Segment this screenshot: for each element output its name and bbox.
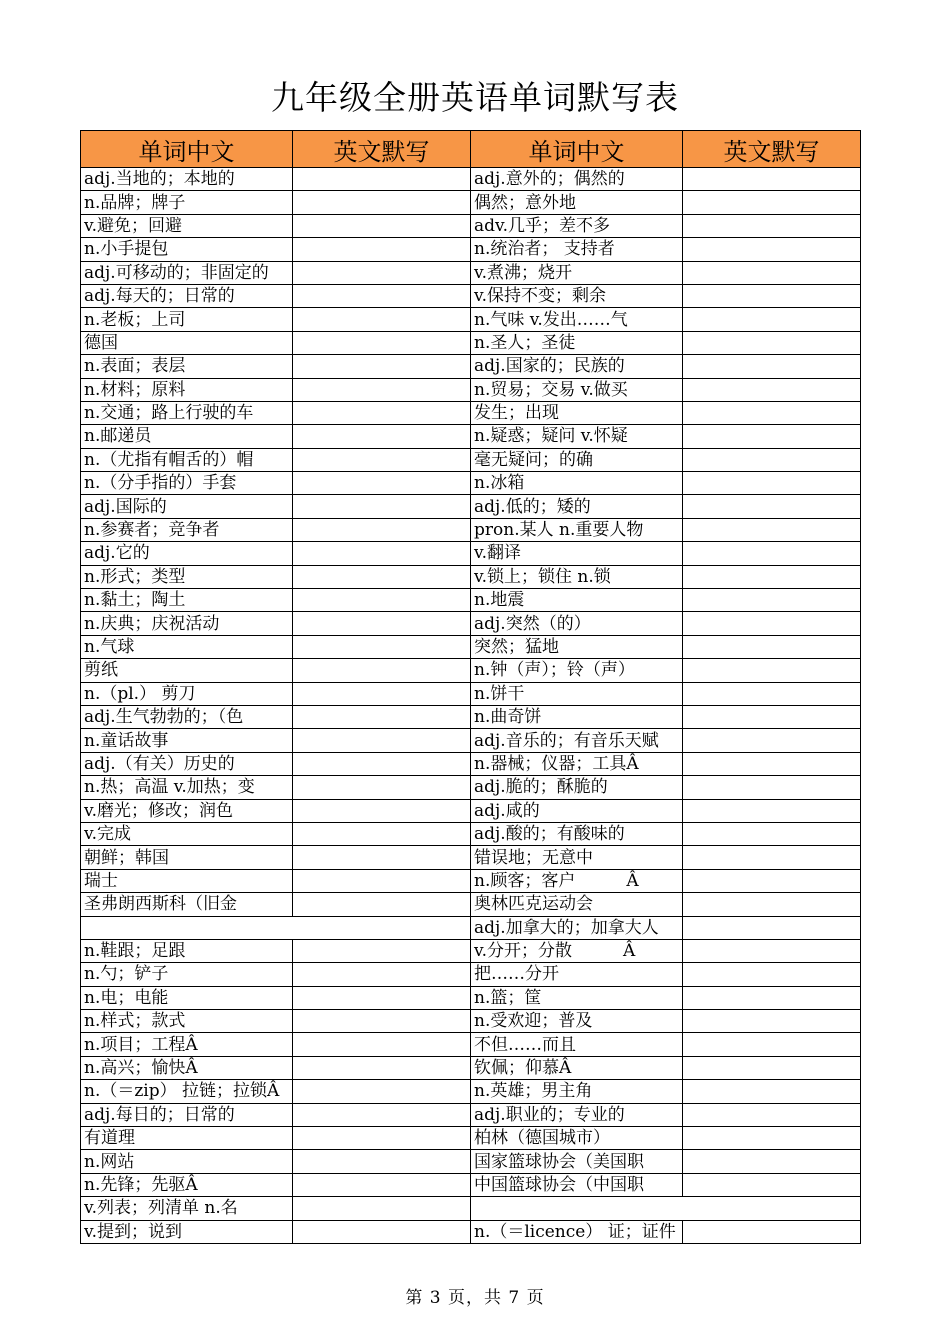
page-footer: 第 3 页，共 7 页 — [405, 1288, 545, 1308]
table-row — [81, 214, 861, 237]
english-answer-cell-right[interactable] — [683, 425, 861, 448]
chinese-term-left: n.样式；款式 — [81, 1010, 293, 1033]
english-answer-cell-right[interactable] — [683, 963, 861, 986]
english-answer-cell-left[interactable] — [293, 1127, 471, 1150]
chinese-term-right: n.冰箱 — [471, 472, 683, 495]
english-answer-cell-right[interactable] — [683, 284, 861, 307]
english-answer-cell-right[interactable] — [683, 869, 861, 892]
chinese-term-left: 朝鲜；韩国 — [81, 846, 293, 869]
chinese-term-right: n.（＝licence） 证；证件 — [471, 1220, 683, 1243]
chinese-term-left: n.交通；路上行驶的车 — [81, 401, 293, 424]
english-answer-cell-left[interactable] — [293, 635, 471, 658]
table-row — [81, 542, 861, 565]
chinese-term-right: n.钟（声）；铃（声） — [471, 659, 683, 682]
english-answer-cell-left[interactable] — [293, 705, 471, 728]
english-answer-cell-left[interactable] — [293, 963, 471, 986]
header-chinese-left: 单词中文 — [81, 131, 293, 168]
english-answer-cell-right[interactable] — [683, 1103, 861, 1126]
chinese-term-left: n.童话故事 — [81, 729, 293, 752]
table-row — [81, 1197, 861, 1220]
chinese-term-right: v.分开；分散 Â — [471, 939, 683, 962]
chinese-term-left: v.提到；说到 — [81, 1220, 293, 1243]
table-row — [81, 238, 861, 261]
english-answer-cell-left[interactable] — [293, 776, 471, 799]
table-header-row — [81, 131, 861, 168]
english-answer-cell-left[interactable] — [293, 893, 471, 916]
english-answer-cell-left[interactable] — [293, 542, 471, 565]
table-row — [81, 191, 861, 214]
chinese-term-left: n.热；高温 v.加热；变 — [81, 776, 293, 799]
table-row — [81, 355, 861, 378]
chinese-term-left: n.表面；表层 — [81, 355, 293, 378]
chinese-term-left: n.参赛者；竞争者 — [81, 518, 293, 541]
english-answer-cell-right[interactable] — [683, 308, 861, 331]
chinese-term-left: v.完成 — [81, 822, 293, 845]
english-answer-cell-right[interactable] — [683, 1056, 861, 1079]
table-row — [81, 308, 861, 331]
english-answer-cell-right[interactable] — [683, 612, 861, 635]
english-answer-cell-left[interactable] — [293, 191, 471, 214]
table-row — [81, 1010, 861, 1033]
english-answer-cell-right[interactable] — [683, 939, 861, 962]
table-row — [81, 635, 861, 658]
english-answer-cell-left[interactable] — [293, 752, 471, 775]
chinese-term-left: n.（pl.） 剪刀 — [81, 682, 293, 705]
table-row — [81, 776, 861, 799]
chinese-term-left: adj.每日的；日常的 — [81, 1103, 293, 1126]
chinese-term-right: adj.脆的；酥脆的 — [471, 776, 683, 799]
table-row — [81, 261, 861, 284]
chinese-term-left: n.（＝zip） 拉链；拉锁Â — [81, 1080, 293, 1103]
chinese-term-right: 国家篮球协会（美国职 — [471, 1150, 683, 1173]
chinese-term-right: v.煮沸；烧开 — [471, 261, 683, 284]
english-answer-cell-right[interactable] — [683, 986, 861, 1009]
chinese-term-left: n.（分手指的）手套 — [81, 472, 293, 495]
english-answer-cell-left[interactable] — [293, 846, 471, 869]
header-chinese-right: 单词中文 — [471, 131, 683, 168]
table-row — [81, 378, 861, 401]
chinese-term-left: v.磨光；修改；润色 — [81, 799, 293, 822]
table-row — [81, 518, 861, 541]
english-answer-cell-left[interactable] — [293, 355, 471, 378]
chinese-term-right: 把……分开 — [471, 963, 683, 986]
chinese-term-left: n.先锋；先驱Â — [81, 1173, 293, 1196]
chinese-term-left: n.勺；铲子 — [81, 963, 293, 986]
chinese-term-left: adj.生气勃勃的；（色 — [81, 705, 293, 728]
chinese-term-left: n.老板；上司 — [81, 308, 293, 331]
table-row — [81, 822, 861, 845]
chinese-term-left: adj.每天的；日常的 — [81, 284, 293, 307]
chinese-term-right: adj.低的；矮的 — [471, 495, 683, 518]
table-row — [81, 916, 861, 939]
english-answer-cell-left[interactable] — [293, 168, 471, 191]
table-row — [81, 939, 861, 962]
chinese-term-right: adj.突然（的） — [471, 612, 683, 635]
chinese-term-left: 剪纸 — [81, 659, 293, 682]
chinese-term-right: n.贸易；交易 v.做买 — [471, 378, 683, 401]
chinese-term-left: v.列表；列清单 n.名 — [81, 1197, 293, 1220]
english-answer-cell-left[interactable] — [293, 214, 471, 237]
table-row — [81, 448, 861, 471]
chinese-term-right: adj.加拿大的；加拿大人 — [471, 916, 683, 939]
chinese-term-right: 奥林匹克运动会 — [471, 893, 683, 916]
table-row — [81, 1220, 861, 1243]
english-answer-cell-right[interactable] — [683, 1010, 861, 1033]
table-row — [81, 1173, 861, 1196]
english-answer-cell-right[interactable] — [683, 1127, 861, 1150]
english-answer-cell-right[interactable] — [683, 214, 861, 237]
table-row — [81, 1033, 861, 1056]
english-answer-cell-right[interactable] — [683, 472, 861, 495]
english-answer-cell-left[interactable] — [293, 565, 471, 588]
chinese-term-right: n.英雄；男主角 — [471, 1080, 683, 1103]
english-answer-cell-left[interactable] — [293, 238, 471, 261]
chinese-term-left: 圣弗朗西斯科（旧金 — [81, 893, 293, 916]
chinese-term-right: adj.国家的；民族的 — [471, 355, 683, 378]
chinese-term-right: 中国篮球协会（中国职 — [471, 1173, 683, 1196]
english-answer-cell-right[interactable] — [683, 916, 861, 939]
table-row — [81, 1080, 861, 1103]
english-answer-cell-left[interactable] — [293, 1010, 471, 1033]
english-answer-cell-left[interactable] — [293, 378, 471, 401]
chinese-term-left: adj.它的 — [81, 542, 293, 565]
chinese-term-right: n.饼干 — [471, 682, 683, 705]
english-answer-cell-left[interactable] — [293, 869, 471, 892]
chinese-term-right: v.翻译 — [471, 542, 683, 565]
english-answer-cell-right[interactable] — [683, 1173, 861, 1196]
chinese-term-right: 发生；出现 — [471, 401, 683, 424]
chinese-term-right: pron.某人 n.重要人物 — [471, 518, 683, 541]
chinese-term-right: 错误地；无意中 — [471, 846, 683, 869]
chinese-term-right: 突然；猛地 — [471, 635, 683, 658]
english-answer-cell-left[interactable] — [293, 331, 471, 354]
english-answer-cell-left[interactable] — [293, 659, 471, 682]
english-answer-cell-left[interactable] — [293, 799, 471, 822]
chinese-term-right: n.疑惑；疑问 v.怀疑 — [471, 425, 683, 448]
english-answer-cell-left[interactable] — [293, 939, 471, 962]
english-answer-cell-right[interactable] — [683, 191, 861, 214]
chinese-term-right: adj.意外的；偶然的 — [471, 168, 683, 191]
english-answer-cell-right[interactable] — [683, 1220, 861, 1243]
english-answer-cell-right[interactable] — [683, 331, 861, 354]
english-answer-cell-right[interactable] — [683, 518, 861, 541]
table-row — [81, 495, 861, 518]
chinese-term-left: n.项目；工程Â — [81, 1033, 293, 1056]
chinese-term-left: n.品牌；牌子 — [81, 191, 293, 214]
table-row — [81, 963, 861, 986]
chinese-term-left: n.庆典；庆祝活动 — [81, 612, 293, 635]
english-answer-cell-left[interactable] — [293, 401, 471, 424]
chinese-term-right: adj.酸的；有酸味的 — [471, 822, 683, 845]
english-answer-cell-right[interactable] — [683, 168, 861, 191]
chinese-term-right: n.圣人；圣徒 — [471, 331, 683, 354]
english-answer-cell-right[interactable] — [683, 448, 861, 471]
english-answer-cell-left[interactable] — [293, 1056, 471, 1079]
english-answer-cell-right[interactable] — [683, 776, 861, 799]
chinese-term-right: 钦佩；仰慕Â — [471, 1056, 683, 1079]
table-row — [81, 284, 861, 307]
english-answer-cell-left[interactable] — [293, 495, 471, 518]
english-answer-cell-left[interactable] — [293, 1103, 471, 1126]
chinese-term-right: adv.几乎；差不多 — [471, 214, 683, 237]
chinese-term-left: n.气球 — [81, 635, 293, 658]
chinese-term-left: adj.国际的 — [81, 495, 293, 518]
english-answer-cell-left[interactable] — [293, 1220, 471, 1243]
chinese-term-right: adj.音乐的；有音乐天赋 — [471, 729, 683, 752]
chinese-term-left: 瑞士 — [81, 869, 293, 892]
chinese-term-left: adj.当地的；本地的 — [81, 168, 293, 191]
chinese-term-left: adj.可移动的；非固定的 — [81, 261, 293, 284]
table-row — [81, 331, 861, 354]
english-answer-cell-left[interactable] — [293, 472, 471, 495]
table-row — [81, 705, 861, 728]
chinese-term-right: n.篮；筐 — [471, 986, 683, 1009]
table-row — [81, 893, 861, 916]
chinese-term-left: n.邮递员 — [81, 425, 293, 448]
table-row — [81, 752, 861, 775]
chinese-term-left: adj.（有关）历史的 — [81, 752, 293, 775]
english-answer-cell-left[interactable] — [293, 518, 471, 541]
english-answer-cell-left[interactable] — [293, 729, 471, 752]
english-answer-cell-right[interactable] — [683, 355, 861, 378]
english-answer-cell-left[interactable] — [293, 1033, 471, 1056]
english-answer-cell-right[interactable] — [683, 589, 861, 612]
english-answer-cell-left[interactable] — [293, 612, 471, 635]
chinese-term-left: n.高兴；愉快Â — [81, 1056, 293, 1079]
table-row — [81, 729, 861, 752]
english-answer-cell-left[interactable] — [293, 284, 471, 307]
chinese-term-right: adj.职业的；专业的 — [471, 1103, 683, 1126]
header-english-left: 英文默写 — [293, 131, 471, 168]
english-answer-cell-right[interactable] — [683, 1150, 861, 1173]
chinese-term-right: adj.咸的 — [471, 799, 683, 822]
english-answer-cell-left[interactable] — [293, 682, 471, 705]
english-answer-cell-left[interactable] — [293, 1150, 471, 1173]
english-answer-cell-right[interactable] — [683, 495, 861, 518]
english-answer-cell-right[interactable] — [683, 1033, 861, 1056]
chinese-term-left: n.电；电能 — [81, 986, 293, 1009]
table-row — [81, 799, 861, 822]
english-answer-cell-left[interactable] — [293, 261, 471, 284]
english-answer-cell-right[interactable] — [683, 682, 861, 705]
english-answer-cell-left[interactable] — [293, 308, 471, 331]
chinese-term-right: n.曲奇饼 — [471, 705, 683, 728]
table-row — [81, 565, 861, 588]
english-answer-cell-left[interactable] — [293, 589, 471, 612]
table-row — [81, 472, 861, 495]
chinese-term-left: n.小手提包 — [81, 238, 293, 261]
table-row — [81, 869, 861, 892]
table-row — [81, 401, 861, 424]
table-row — [81, 1056, 861, 1079]
chinese-term-right: n.受欢迎；普及 — [471, 1010, 683, 1033]
chinese-term-left: n.网站 — [81, 1150, 293, 1173]
english-answer-cell-right[interactable] — [683, 378, 861, 401]
english-answer-cell-left[interactable] — [293, 986, 471, 1009]
chinese-term-right: n.气味 v.发出……气 — [471, 308, 683, 331]
header-english-right: 英文默写 — [683, 131, 861, 168]
english-answer-cell-right[interactable] — [683, 542, 861, 565]
chinese-term-right: n.统治者； 支持者 — [471, 238, 683, 261]
chinese-term-right: 偶然；意外地 — [471, 191, 683, 214]
english-answer-cell-right[interactable] — [683, 401, 861, 424]
english-answer-cell-left[interactable] — [293, 425, 471, 448]
vocab-body — [81, 168, 861, 1244]
chinese-term-right: n.地震 — [471, 589, 683, 612]
table-row — [81, 846, 861, 869]
table-row — [81, 612, 861, 635]
merged-blank-cell — [471, 1197, 861, 1220]
english-answer-cell-right[interactable] — [683, 705, 861, 728]
english-answer-cell-right[interactable] — [683, 846, 861, 869]
english-answer-cell-right[interactable] — [683, 1080, 861, 1103]
english-answer-cell-left[interactable] — [293, 448, 471, 471]
chinese-term-left: v.避免；回避 — [81, 214, 293, 237]
table-row — [81, 986, 861, 1009]
chinese-term-right: v.保持不变；剩余 — [471, 284, 683, 307]
chinese-term-right: 不但……而且 — [471, 1033, 683, 1056]
chinese-term-right: n.顾客；客户 Â — [471, 869, 683, 892]
english-answer-cell-right[interactable] — [683, 659, 861, 682]
english-answer-cell-right[interactable] — [683, 893, 861, 916]
chinese-term-left: 有道理 — [81, 1127, 293, 1150]
english-answer-cell-right[interactable] — [683, 729, 861, 752]
chinese-term-right: 柏林（德国城市） — [471, 1127, 683, 1150]
chinese-term-left: n.材料；原料 — [81, 378, 293, 401]
english-answer-cell-right[interactable] — [683, 261, 861, 284]
chinese-term-right: n.器械；仪器；工具Â — [471, 752, 683, 775]
english-answer-cell-right[interactable] — [683, 238, 861, 261]
page-title: 九年级全册英语单词默写表 — [271, 78, 679, 117]
english-answer-cell-left[interactable] — [293, 822, 471, 845]
chinese-term-right: 毫无疑问；的确 — [471, 448, 683, 471]
table-row — [81, 589, 861, 612]
chinese-term-left: n.形式；类型 — [81, 565, 293, 588]
table-row — [81, 1103, 861, 1126]
english-answer-cell-right[interactable] — [683, 799, 861, 822]
english-answer-cell-left[interactable] — [293, 1173, 471, 1196]
english-answer-cell-right[interactable] — [683, 565, 861, 588]
chinese-term-left: n.黏土；陶土 — [81, 589, 293, 612]
english-answer-cell-left[interactable] — [293, 1197, 471, 1220]
english-answer-cell-right[interactable] — [683, 635, 861, 658]
table-row — [81, 659, 861, 682]
table-row — [81, 1150, 861, 1173]
table-row — [81, 1127, 861, 1150]
chinese-term-right: v.锁上；锁住 n.锁 — [471, 565, 683, 588]
merged-blank-cell — [81, 916, 471, 939]
english-answer-cell-left[interactable] — [293, 1080, 471, 1103]
vocab-table — [80, 130, 861, 1244]
chinese-term-left: n.鞋跟；足跟 — [81, 939, 293, 962]
chinese-term-left: n.（尤指有帽舌的）帽 — [81, 448, 293, 471]
english-answer-cell-right[interactable] — [683, 822, 861, 845]
table-row — [81, 682, 861, 705]
english-answer-cell-right[interactable] — [683, 752, 861, 775]
table-row — [81, 425, 861, 448]
chinese-term-left: 德国 — [81, 331, 293, 354]
table-row — [81, 168, 861, 191]
